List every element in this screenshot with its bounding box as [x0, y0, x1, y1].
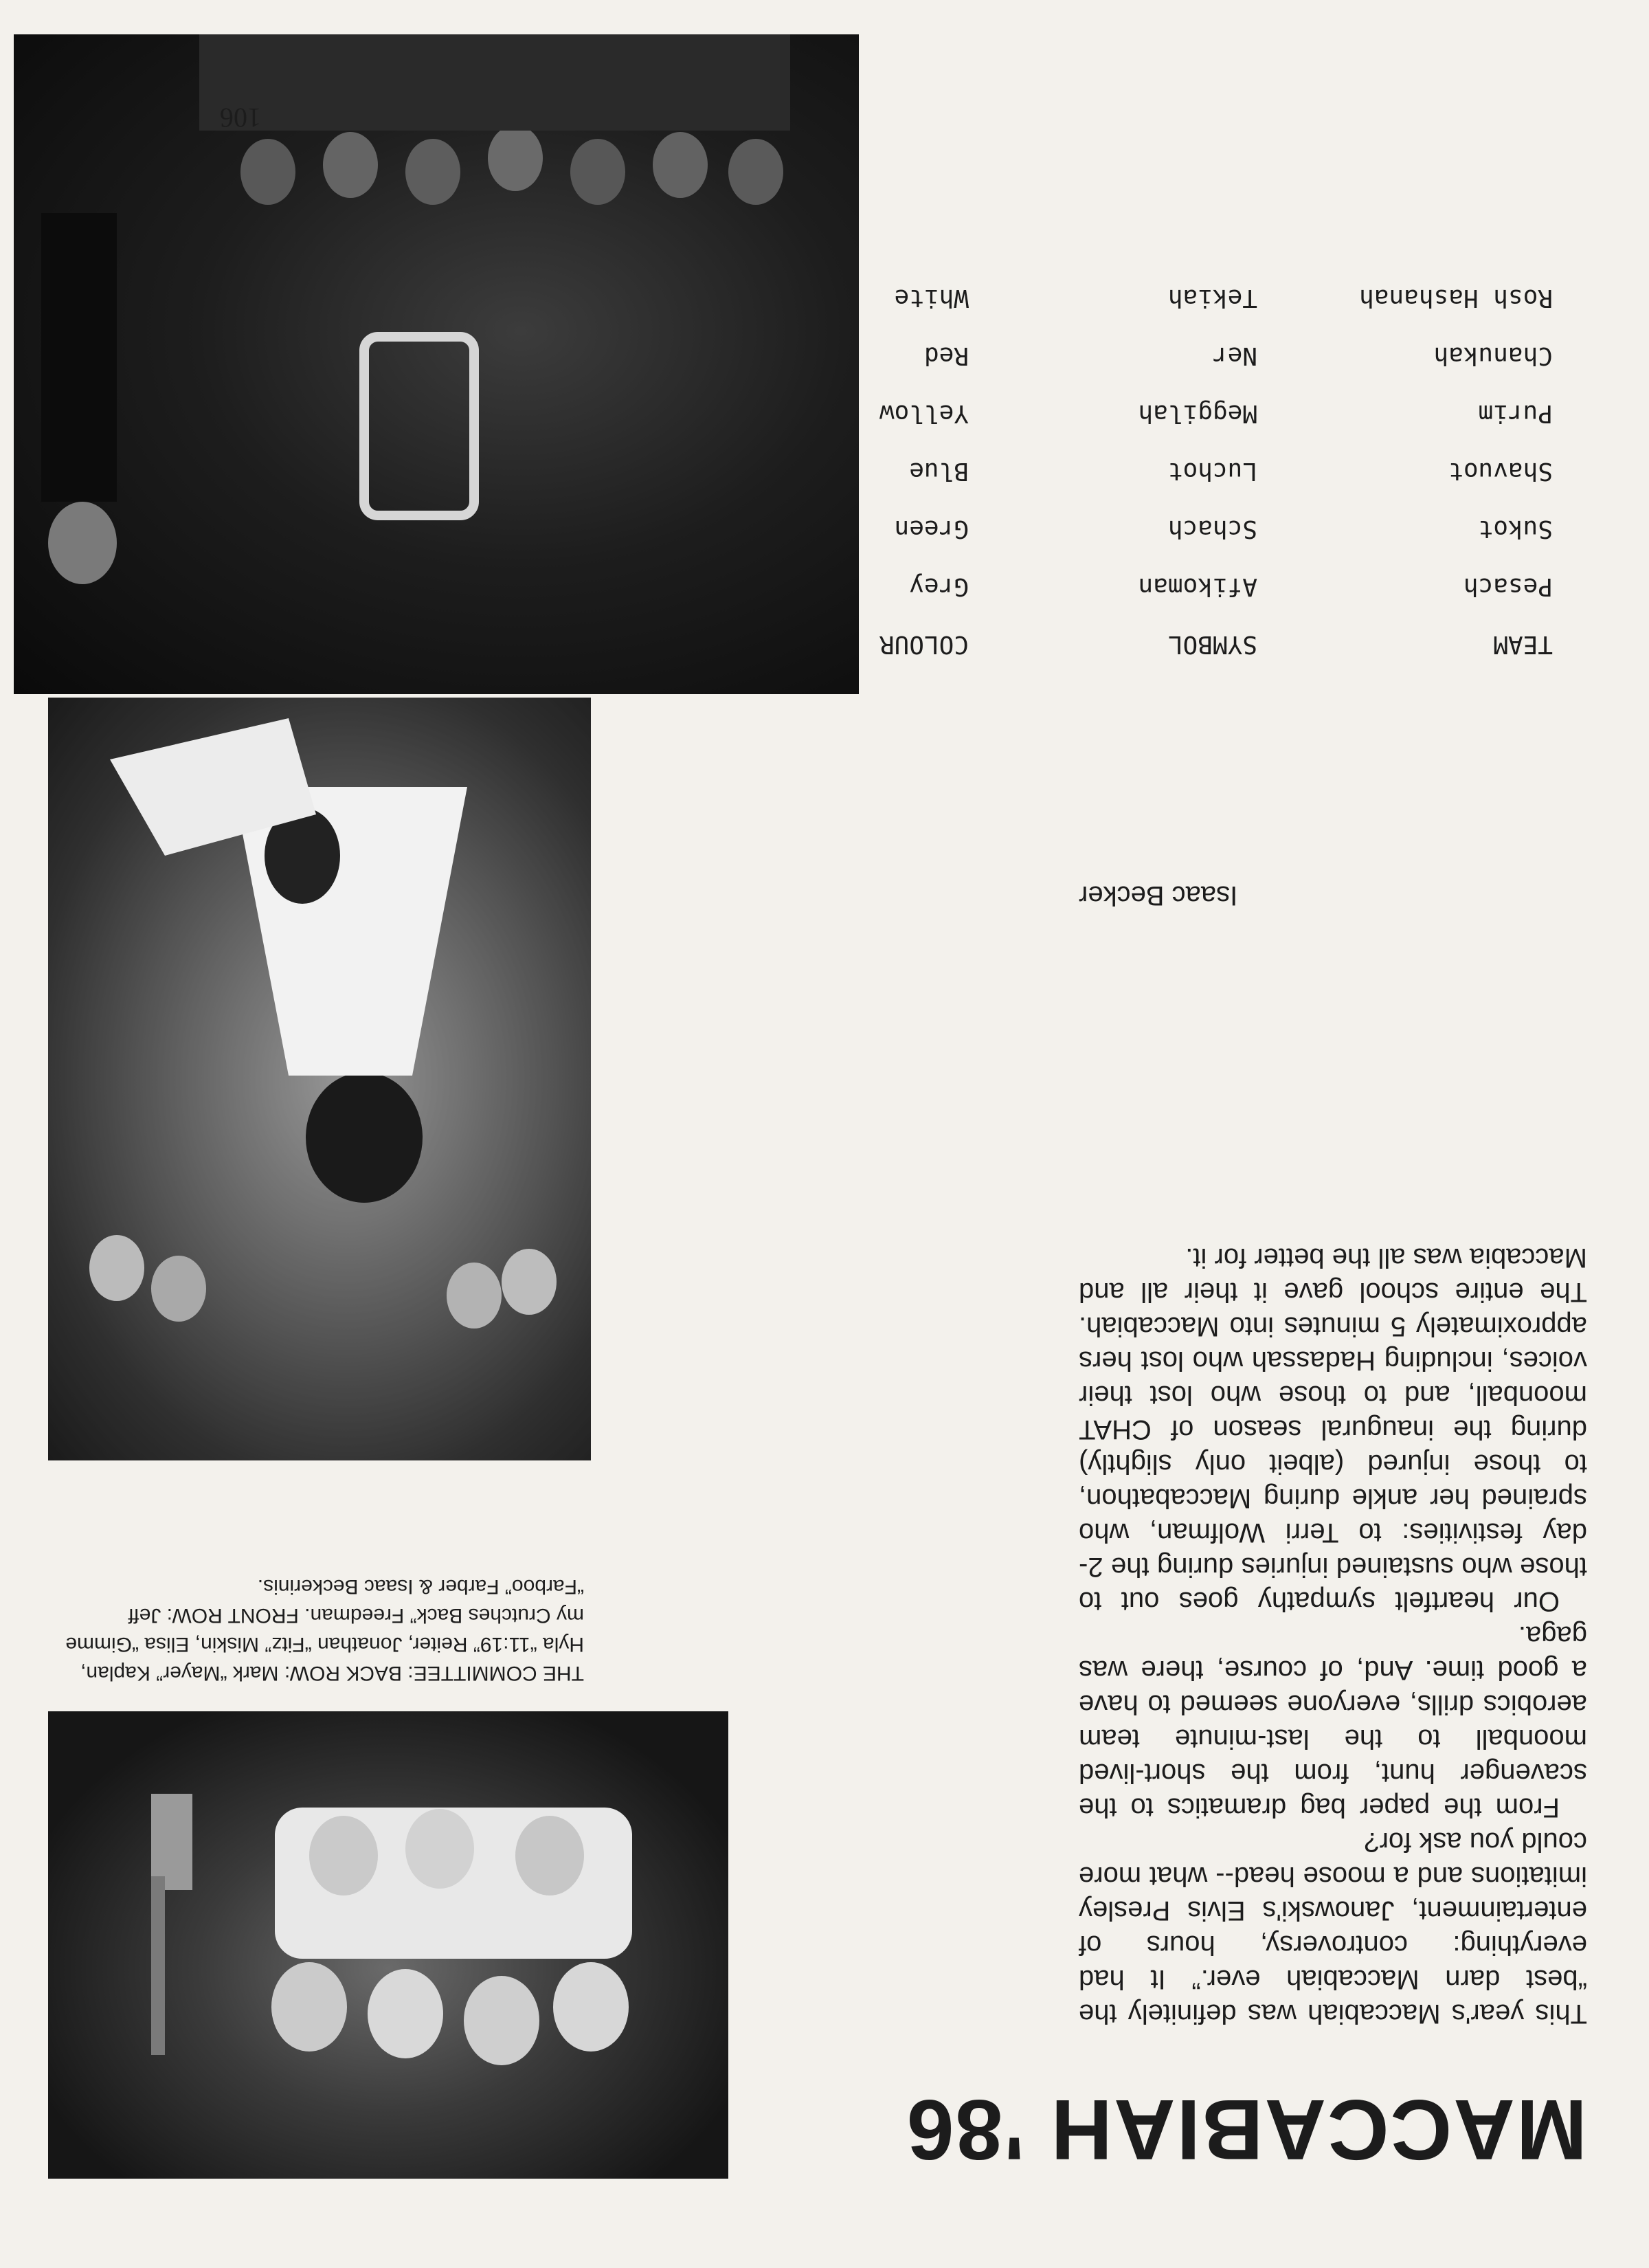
- article-paragraph: Our heartfelt sympathy goes out to those who sustained injuries during the 2-day festivities: to Terri Wolfman, who sprained her ankle during Maccabathon, to those injured (albeit only slightly) during the inaugural season of CHAT moonball, and to those who lost their voices, including Hadassah who lost hers approximately 5 minutes into Maccabiah. The entire school gave it their all and Maccabia was all the better for it.: [1079, 1243, 1587, 1616]
- team-symbol: Luchot: [1167, 457, 1257, 486]
- team-row: [831, 443, 1553, 500]
- committee-photo: [48, 1711, 728, 2179]
- team-name: Purim: [1478, 399, 1553, 428]
- team-row: [831, 385, 1553, 443]
- performance-photo-figures: [48, 698, 591, 1460]
- team-colour: Yellow: [879, 399, 969, 428]
- symbol-column-header: SYMBOL: [1167, 630, 1257, 659]
- team-symbol: Afikoman: [1138, 572, 1257, 601]
- colour-column-header: COLOUR: [879, 630, 969, 659]
- article-body: [1079, 1241, 1587, 2031]
- page-number: 106: [220, 102, 261, 133]
- article-headline: MACCABIAH '86: [905, 2082, 1587, 2177]
- team-colour: Green: [894, 515, 969, 544]
- team-row: [831, 558, 1553, 616]
- team-table: [831, 269, 1553, 674]
- team-colour: Blue: [909, 457, 969, 486]
- team-colour: Red: [923, 342, 969, 370]
- committee-photo-figures: [48, 1711, 728, 2179]
- crowd-photo-figures: [14, 34, 859, 694]
- team-symbol: Tekiah: [1167, 284, 1257, 313]
- team-colour: White: [894, 284, 969, 313]
- team-row: [831, 269, 1553, 327]
- team-name: Chanukah: [1433, 342, 1553, 370]
- team-colour: Grey: [909, 572, 969, 601]
- committee-photo-caption: THE COMMITTEE: BACK ROW: Mark “Mayer” Kaplan, Hyla “11:19” Reiter, Jonathan “Fitz” Miskin, Elisa “Gimme my Crutches Back” Freedman. FRONT ROW: Jeff “Farboo” Farber & Isaac Beckerinis.: [65, 1575, 584, 1685]
- performance-photo: [48, 698, 591, 1460]
- article-paragraph: From the paper bag dramatics to the scavenger hunt, from the short-lived moonball to the last-minute team aerobics drills, everyone seemed to have a good time. And, of course, there was gaga.: [1079, 1621, 1587, 1823]
- team-name: Rosh Hashanah: [1359, 284, 1553, 313]
- team-table-header-row: [831, 616, 1553, 674]
- article-paragraph: This year's Maccabiah was definitely the “best darn Maccabiah ever.” It had everything: controversy, hours of entertainment, Janowski's Elvis Presley imitations and a moose head-- what more could you ask for?: [1079, 1827, 1587, 2029]
- team-name: Pesach: [1463, 572, 1553, 601]
- team-row: [831, 327, 1553, 385]
- crowd-photo: [14, 34, 859, 694]
- team-symbol: Schach: [1167, 515, 1257, 544]
- team-row: [831, 500, 1553, 558]
- team-name: Sukot: [1478, 515, 1553, 544]
- team-column-header: TEAM: [1493, 630, 1553, 659]
- team-symbol: Meggilah: [1138, 399, 1257, 428]
- article-byline: Isaac Becker: [1079, 880, 1238, 911]
- team-name: Shavuot: [1448, 457, 1553, 486]
- team-symbol: Ner: [1212, 342, 1257, 370]
